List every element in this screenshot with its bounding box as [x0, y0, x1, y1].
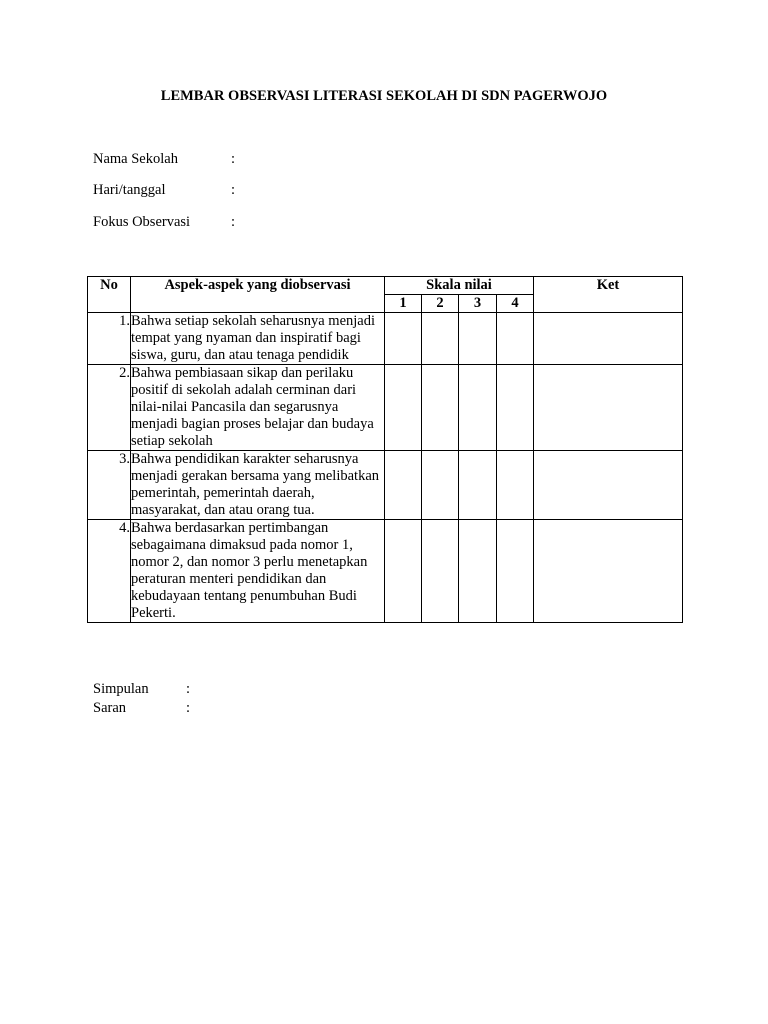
score-cell-4[interactable]	[497, 365, 534, 451]
row-number: 4.	[88, 520, 131, 623]
scale-value-1: 1	[385, 295, 422, 313]
table-header-row	[88, 277, 683, 295]
row-aspect: Bahwa pembiasaan sikap dan perilaku positif di sekolah adalah cerminan dari nilai-nilai Pancasila dan segarusnya menjadi bagian proses belajar dan budaya setiap sekolah	[131, 365, 385, 451]
score-cell-1[interactable]	[385, 313, 422, 365]
field-colon: :	[231, 182, 236, 198]
score-cell-2[interactable]	[422, 520, 459, 623]
row-number: 3.	[88, 451, 131, 520]
field-label: Simpulan	[93, 681, 149, 697]
field-colon: :	[231, 151, 236, 167]
score-cell-1[interactable]	[385, 520, 422, 623]
field-label: Nama Sekolah	[93, 151, 178, 167]
score-cell-3[interactable]	[459, 365, 497, 451]
ket-cell[interactable]	[534, 365, 683, 451]
field-colon: :	[186, 700, 191, 716]
score-cell-4[interactable]	[497, 313, 534, 365]
row-number: 2.	[88, 365, 131, 451]
field-label: Hari/tanggal	[93, 182, 166, 198]
header-ket: Ket	[534, 277, 683, 313]
scale-value-3: 3	[459, 295, 497, 313]
row-number: 1.	[88, 313, 131, 365]
ket-cell[interactable]	[534, 451, 683, 520]
ket-cell[interactable]	[534, 520, 683, 623]
field-colon: :	[231, 214, 236, 230]
row-aspect: Bahwa pendidikan karakter seharusnya menjadi gerakan bersama yang melibatkan pemerintah, pemerintah daerah, masyarakat, dan atau orang tua.	[131, 451, 385, 520]
header-aspect: Aspek-aspek yang diobservasi	[131, 277, 385, 313]
score-cell-2[interactable]	[422, 313, 459, 365]
scale-value-2: 2	[422, 295, 459, 313]
header-scale: Skala nilai	[385, 277, 534, 295]
score-cell-3[interactable]	[459, 313, 497, 365]
score-cell-3[interactable]	[459, 520, 497, 623]
observation-table	[87, 276, 683, 623]
field-label: Saran	[93, 700, 127, 716]
score-cell-4[interactable]	[497, 520, 534, 623]
row-aspect: Bahwa berdasarkan pertimbangan sebagaimana dimaksud pada nomor 1, nomor 2, dan nomor 3 perlu menetapkan peraturan menteri pendidikan dan kebudayaan tentang penumbuhan Budi Pekerti.	[131, 520, 385, 623]
score-cell-3[interactable]	[459, 451, 497, 520]
score-cell-2[interactable]	[422, 365, 459, 451]
header-no: No	[88, 277, 131, 313]
score-cell-2[interactable]	[422, 451, 459, 520]
score-cell-1[interactable]	[385, 451, 422, 520]
scale-value-4: 4	[497, 295, 534, 313]
table-row	[88, 313, 683, 365]
row-aspect: Bahwa setiap sekolah seharusnya menjadi tempat yang nyaman dan inspiratif bagi siswa, guru, dan atau tenaga pendidik	[131, 313, 385, 365]
score-cell-4[interactable]	[497, 451, 534, 520]
table-row	[88, 520, 683, 623]
field-colon: :	[186, 681, 191, 697]
table-row	[88, 451, 683, 520]
field-label: Fokus Observasi	[93, 214, 191, 230]
document-title: LEMBAR OBSERVASI LITERASI SEKOLAH DI SDN PAGERWOJO	[160, 88, 608, 104]
score-cell-1[interactable]	[385, 365, 422, 451]
ket-cell[interactable]	[534, 313, 683, 365]
table-row	[88, 365, 683, 451]
